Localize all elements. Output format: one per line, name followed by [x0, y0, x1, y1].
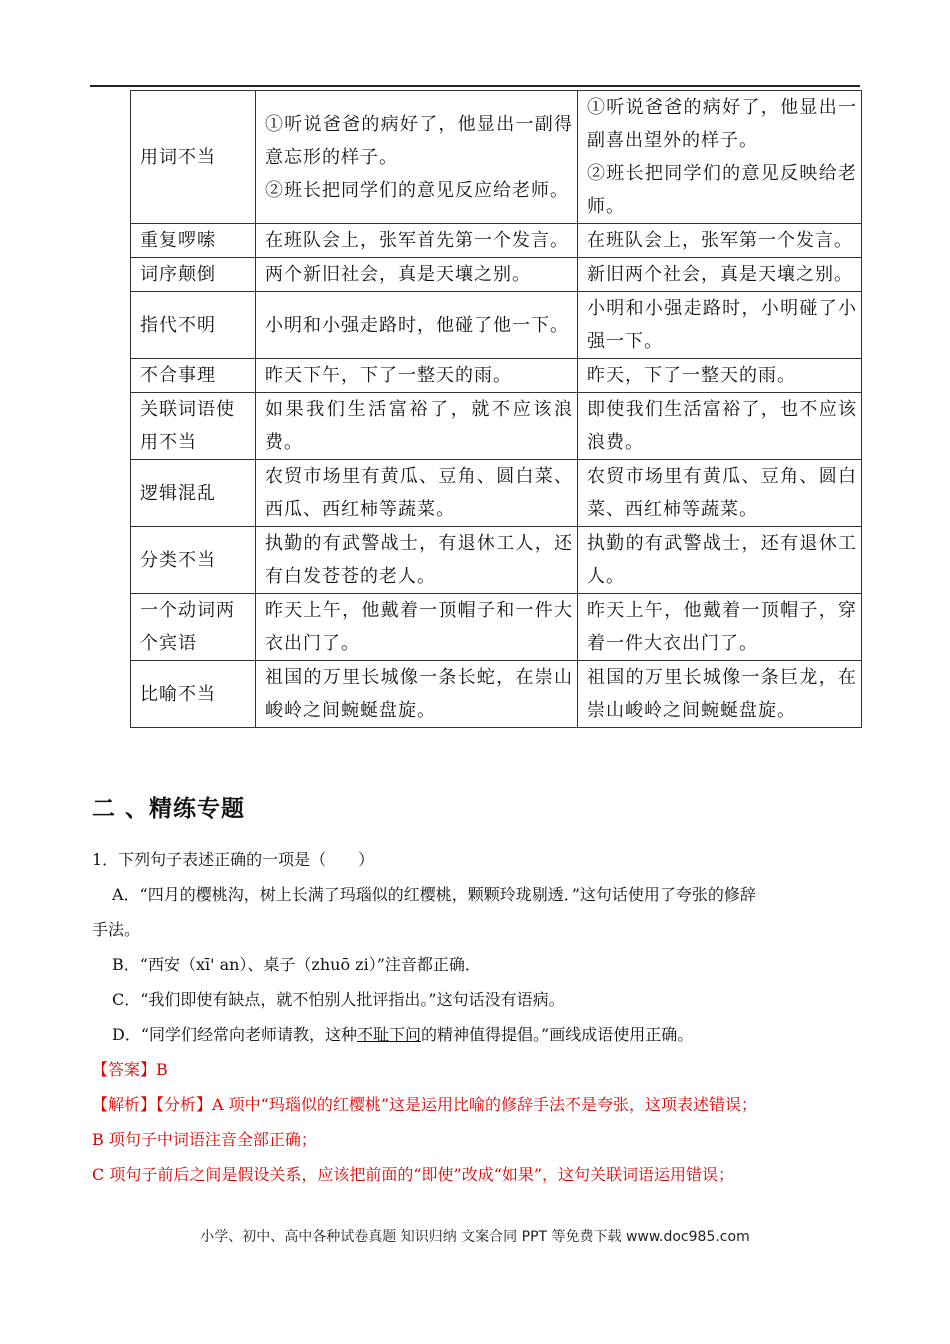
error-type-table — [130, 90, 862, 728]
answer-line: 【答案】B — [92, 1060, 168, 1079]
table-row — [131, 661, 862, 728]
corrected-example-cell — [578, 527, 862, 594]
corrected-example-cell — [578, 460, 862, 527]
corrected-sentence: 祖国的万里长城像一条巨龙，在崇山峻岭之间蜿蜒盘旋。 — [587, 667, 857, 721]
corrected-example-cell — [578, 359, 862, 393]
section-title: 二 、精练专题 — [92, 796, 246, 822]
table-row — [131, 258, 862, 292]
corrected-sentence: 昨天上午，他戴着一顶帽子，穿着一件大衣出门了。 — [587, 600, 857, 654]
corrected-example-cell — [578, 393, 862, 460]
wrong-example-cell — [256, 224, 578, 258]
wrong-example-cell — [256, 594, 578, 661]
table-row — [131, 292, 862, 359]
error-type-cell: 词序颠倒 — [131, 258, 256, 292]
error-type-cell: 比喻不当 — [131, 661, 256, 728]
wrong-sentence: 昨天上午，他戴着一顶帽子和一件大衣出门了。 — [265, 600, 573, 654]
corrected-sentence: 在班队会上，张军第一个发言。 — [587, 230, 853, 251]
analysis-line-3: C 项句子前后之间是假设关系，应该把前面的“即使”改成“如果”，这句关联词语运用错误； — [92, 1165, 735, 1184]
question-stem: 1．下列句子表述正确的一项是（ ） — [92, 850, 375, 869]
footer-text: 小学、初中、高中各种试卷真题 知识归纳 文案合同 PPT 等免费下载 www.doc985.com — [200, 1229, 750, 1245]
corrected-example-cell — [578, 661, 862, 728]
wrong-example-cell — [256, 661, 578, 728]
corrected-sentence: 即使我们生活富裕了，也不应该浪费。 — [587, 399, 857, 453]
table-row — [131, 594, 862, 661]
table-row — [131, 91, 862, 224]
corrected-sentence: 新旧两个社会，真是天壤之别。 — [587, 264, 853, 285]
option-a: A．“四月的樱桃沟，树上长满了玛瑙似的红樱桃，颗颗玲珑剔透．”这句话使用了夸张的修辞 — [112, 885, 756, 904]
corrected-example-cell — [578, 594, 862, 661]
analysis-line-1: 【解析】【分析】A 项中“玛瑙似的红樱桃”这是运用比喻的修辞手法不是夸张，这项表述错误； — [92, 1095, 758, 1114]
wrong-sentence: ②班长把同学们的意见反应给老师。 — [265, 179, 569, 201]
error-type-cell: 指代不明 — [131, 292, 256, 359]
corrected-sentence: 小明和小强走路时，小明碰了小强一下。 — [587, 298, 857, 352]
corrected-sentence: 农贸市场里有黄瓜、豆角、圆白菜、西红柿等蔬菜。 — [587, 466, 857, 520]
wrong-sentence: 如果我们生活富裕了，就不应该浪费。 — [265, 399, 573, 453]
wrong-example-cell — [256, 91, 578, 224]
option-c: C．“我们即使有缺点，就不怕别人批评指出。”这句话没有语病。 — [112, 990, 565, 1009]
table-row — [131, 224, 862, 258]
wrong-sentence: 祖国的万里长城像一条长蛇，在崇山峻岭之间蜿蜒盘旋。 — [265, 667, 573, 721]
option-d-pre: D．“同学们经常向老师请教，这种 — [112, 1025, 358, 1044]
error-type-cell: 一个动词两个宾语 — [131, 594, 256, 661]
table-row — [131, 527, 862, 594]
wrong-example-cell — [256, 460, 578, 527]
corrected-example-cell — [578, 258, 862, 292]
error-type-cell: 不合事理 — [131, 359, 256, 393]
corrected-sentence: 昨天，下了一整天的雨。 — [587, 365, 796, 386]
option-b: B．“西安（xī' an）、桌子（zhuō zi）”注音都正确． — [112, 955, 481, 974]
corrected-sentence: ②班长把同学们的意见反映给老师。 — [587, 163, 857, 217]
wrong-sentence: 两个新旧社会，真是天壤之别。 — [265, 264, 531, 285]
option-d — [92, 1017, 862, 1052]
error-type-cell: 重复啰嗦 — [131, 224, 256, 258]
wrong-example-cell — [256, 258, 578, 292]
wrong-example-cell — [256, 359, 578, 393]
header-rule — [90, 85, 860, 87]
option-d-post: 的精神值得提倡。”画线成语使用正确。 — [421, 1025, 694, 1044]
wrong-sentence: 昨天下午，下了一整天的雨。 — [265, 365, 512, 386]
option-d-underlined-idiom: 不耻下问 — [357, 1025, 422, 1044]
wrong-sentence: 在班队会上，张军首先第一个发言。 — [265, 230, 569, 251]
wrong-sentence: ①听说爸爸的病好了，他显出一副得意忘形的样子。 — [265, 113, 573, 168]
corrected-example-cell — [578, 91, 862, 224]
table-row — [131, 393, 862, 460]
wrong-sentence: 小明和小强走路时，他碰了他一下。 — [265, 314, 569, 336]
error-type-cell: 关联词语使用不当 — [131, 393, 256, 460]
wrong-sentence: 农贸市场里有黄瓜、豆角、圆白菜、西瓜、西红柿等蔬菜。 — [265, 466, 573, 520]
analysis-line-2: B 项句子中词语注音全部正确； — [92, 1130, 317, 1149]
error-type-cell: 用词不当 — [131, 91, 256, 224]
corrected-sentence: 执勤的有武警战士，还有退休工人。 — [587, 533, 857, 587]
question-block — [92, 842, 862, 1192]
corrected-example-cell — [578, 292, 862, 359]
error-type-cell: 分类不当 — [131, 527, 256, 594]
wrong-example-cell — [256, 527, 578, 594]
table-row — [131, 460, 862, 527]
wrong-example-cell — [256, 292, 578, 359]
corrected-sentence: ①听说爸爸的病好了，他显出一副喜出望外的样子。 — [587, 97, 857, 151]
option-a-continued: 手法。 — [92, 920, 141, 939]
wrong-sentence: 执勤的有武警战士，有退休工人，还有白发苍苍的老人。 — [265, 533, 573, 587]
error-type-cell: 逻辑混乱 — [131, 460, 256, 527]
wrong-example-cell — [256, 393, 578, 460]
table-row — [131, 359, 862, 393]
corrected-example-cell — [578, 224, 862, 258]
